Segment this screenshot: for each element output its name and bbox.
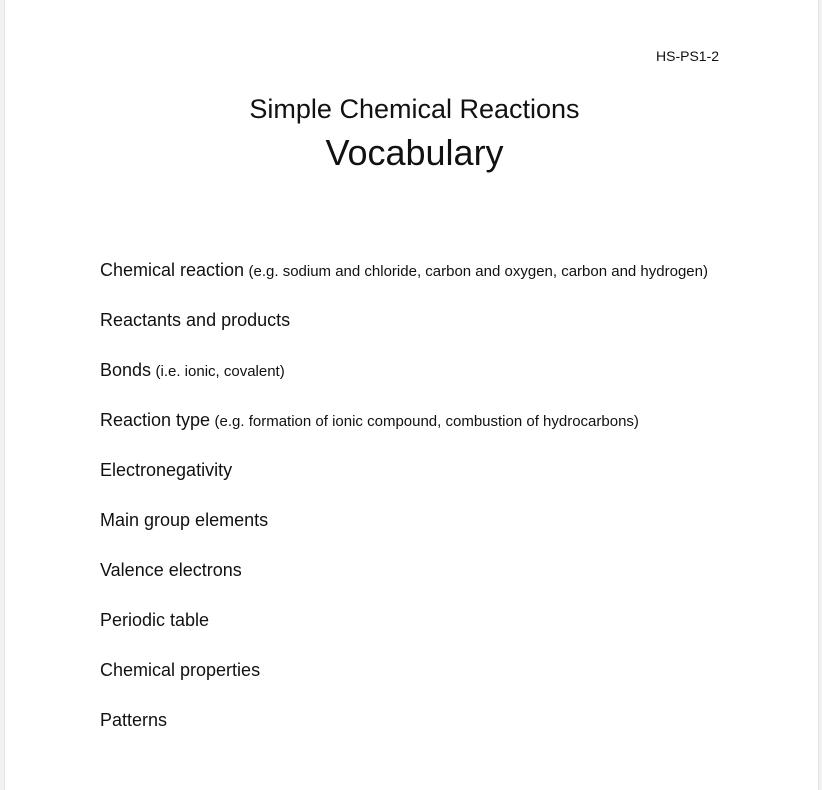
vocabulary-term: Reaction type	[100, 410, 211, 430]
vocabulary-item	[100, 708, 708, 758]
vocabulary-item	[100, 658, 708, 708]
vocabulary-list	[100, 258, 708, 758]
vocabulary-term: Electronegativity	[100, 460, 233, 480]
vocabulary-term: Reactants and products	[100, 310, 291, 330]
document-page	[4, 0, 819, 790]
standard-code: HS-PS1-2	[656, 48, 720, 64]
vocabulary-item	[100, 308, 708, 358]
vocabulary-note: (e.g. formation of ionic compound, combustion of hydrocarbons)	[214, 413, 639, 430]
vocabulary-term: Chemical properties	[100, 660, 261, 680]
vocabulary-item	[100, 258, 708, 308]
vocabulary-term: Patterns	[100, 710, 168, 730]
vocabulary-item	[100, 608, 708, 658]
vocabulary-item	[100, 408, 708, 458]
vocabulary-term: Chemical reaction	[100, 260, 245, 280]
vocabulary-item	[100, 458, 708, 508]
vocabulary-item	[100, 558, 708, 608]
vocabulary-item	[100, 508, 708, 558]
document-title: Vocabulary	[325, 132, 504, 173]
vocabulary-term: Bonds	[100, 360, 152, 380]
vocabulary-term: Periodic table	[100, 610, 210, 630]
vocabulary-item	[100, 358, 708, 408]
vocabulary-term: Valence electrons	[100, 560, 242, 580]
vocabulary-term: Main group elements	[100, 510, 269, 530]
vocabulary-note: (e.g. sodium and chloride, carbon and oxygen, carbon and hydrogen)	[248, 263, 708, 280]
document-subtitle: Simple Chemical Reactions	[249, 94, 580, 124]
vocabulary-note: (i.e. ionic, covalent)	[155, 363, 285, 380]
